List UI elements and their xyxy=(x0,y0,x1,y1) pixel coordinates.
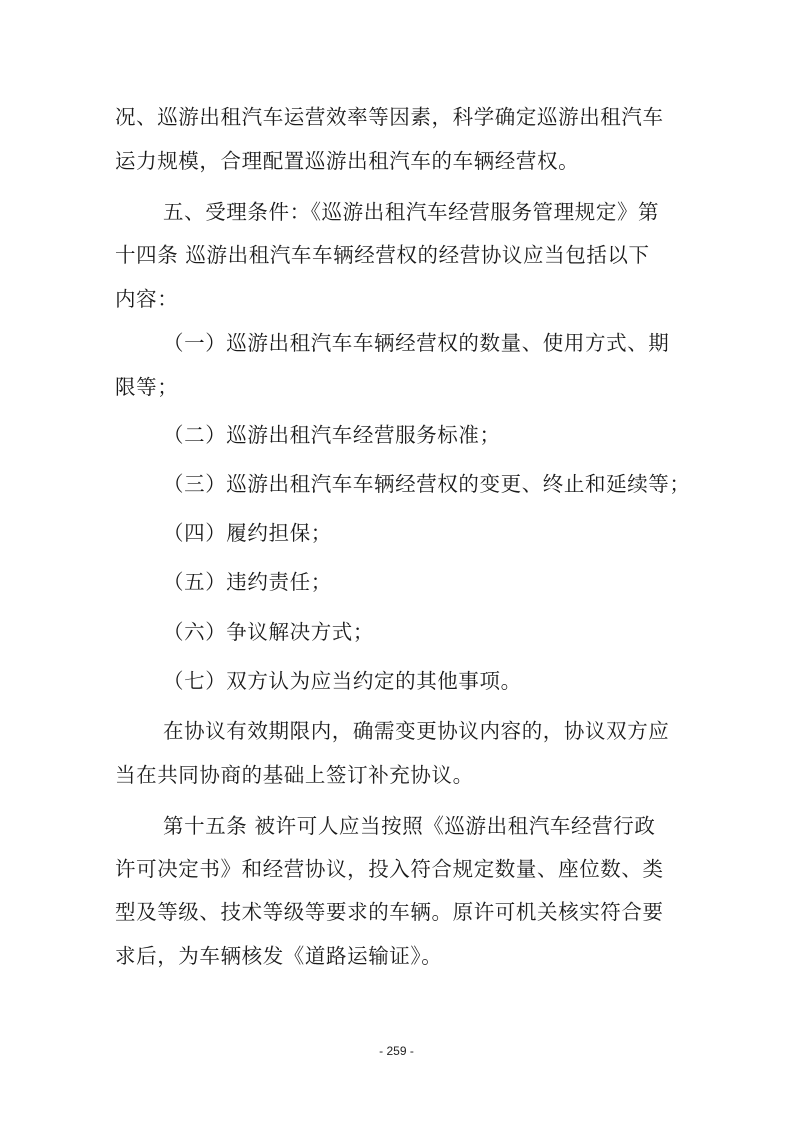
text-line: 许可决定书》和经营协议，投入符合规定数量、座位数、类 xyxy=(115,857,664,881)
page-number: - 259 - xyxy=(379,1044,414,1058)
list-item: （四）履约担保； xyxy=(163,521,332,545)
text-line: 况、巡游出租汽车运营效率等因素，科学确定巡游出租汽车 xyxy=(115,105,664,129)
list-item: （七）双方认为应当约定的其他事项。 xyxy=(163,669,522,693)
list-item: （二）巡游出租汽车经营服务标准； xyxy=(163,423,501,447)
text-line: 限等； xyxy=(115,375,179,399)
list-item: （一）巡游出租汽车车辆经营权的数量、使用方式、期 xyxy=(163,331,670,355)
text-line: 内容： xyxy=(115,287,179,311)
list-item: （五）违约责任； xyxy=(163,570,332,594)
text-line: 在协议有效期限内，确需变更协议内容的，协议双方应 xyxy=(163,719,670,743)
text-line: 运力规模，合理配置巡游出租汽车的车辆经营权。 xyxy=(115,149,580,173)
text-line: 五、受理条件：《巡游出租汽车经营服务管理规定》第 xyxy=(163,200,660,224)
text-line: 型及等级、技术等级等要求的车辆。原许可机关核实符合要 xyxy=(115,900,664,924)
text-line: 当在共同协商的基础上签订补充协议。 xyxy=(115,763,474,787)
text-line: 第十五条 被许可人应当按照《巡游出租汽车经营行政 xyxy=(163,814,656,838)
text-line: 十四条 巡游出租汽车车辆经营权的经营协议应当包括以下 xyxy=(115,243,650,267)
text-line: 求后，为车辆核发《道路运输证》。 xyxy=(115,944,443,968)
list-item: （六）争议解决方式； xyxy=(163,620,374,644)
list-item: （三）巡游出租汽车车辆经营权的变更、终止和延续等； xyxy=(163,472,691,496)
